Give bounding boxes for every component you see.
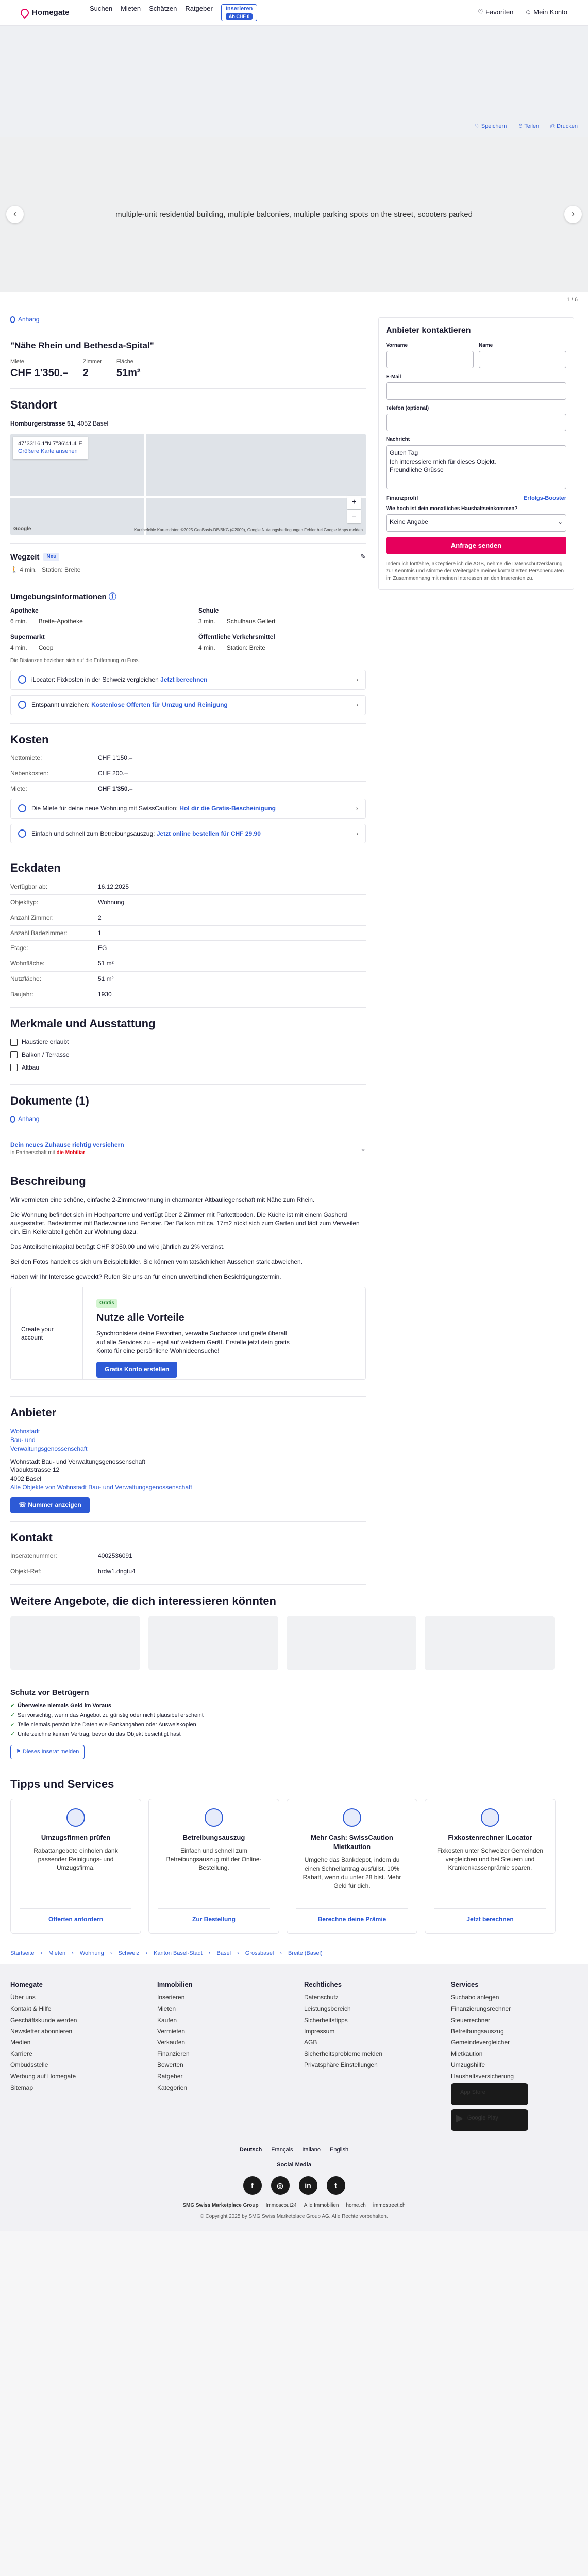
favoriten-link[interactable]: ♡ Favoriten	[477, 8, 514, 16]
offer-card[interactable]	[287, 1616, 416, 1670]
chevron-down-icon[interactable]: ⌄	[360, 1144, 366, 1153]
box-icon	[66, 1808, 85, 1827]
show-number-button[interactable]: ☏ Nummer anzeigen	[10, 1497, 90, 1513]
eckdaten-key: Anzahl Badezimmer:	[10, 929, 68, 937]
teilen-button[interactable]: ⇪ Teilen	[518, 123, 540, 129]
beschreibung-section: Beschreibung Wir vermieten eine schöne, einfache 2-Zimmerwohnung in charmanter Altbauliegenschaft mit Nähe zum Rhein. Die Wohnung befindet sich im Hochparterre und verfügt über 2 Zimmer mit Parkettboden. Die Küche ist mit einem Gasherd ausgestattet. Badezimmer mit Badewanne und Fenster. Der Balkon mit ca. 17m2 rückt sich zum Garten und lädt zum Verweilen ein. Ein Kellerabteil gehört zur Wohnung dazu. Das Anteilscheinkapital beträgt CHF 3'050.00 und wird jährlich zu 2% verzinst. Bei den Fotos handelt es sich um Beispielbilder. Sie können vom tatsächlichen Aussehen stark abweichen. Haben wir Ihr Interesse geweckt? Rufen Sie uns an für einen unverbindlichen Besichtigungstermin. Create your account Gratis Nutze alle Vorteile Synchronisiere deine Favoriten, verwalte Suchabos und greife überall auf alle Services zu – egal auf welchem Gerät. Erstelle jetzt dein gratis Konto für eine persönliche Wohnideensuche! Gratis Konto erstellen	[10, 1165, 366, 1397]
paperclip-icon	[10, 1116, 15, 1123]
kosten-section: Kosten Nettomiete: CHF 1'150.– Nebenkosten: CHF 200.– Miete: CHF 1'350.– Die Miete für deine neue Wohnung mit SwissCaution: Hol dir die Gratis-Bescheinigung › Einfach und schnell zum Betreibungsauszug: Jetzt online bestellen für CHF 29.90 ›	[10, 724, 366, 853]
nav-suchen[interactable]: Suchen	[90, 4, 113, 12]
eckdaten-value: 51 m²	[98, 975, 114, 982]
eckdaten-key: Baujahr:	[10, 990, 33, 998]
twitter-icon[interactable]: t	[327, 2176, 345, 2195]
footer-link[interactable]: Medien	[10, 2039, 31, 2046]
email-input[interactable]	[386, 382, 566, 400]
tip-link[interactable]: Offerten anfordern	[20, 1908, 131, 1924]
footer-col: Services Suchabo anlegen Finanzierungsrechner Steuerrechner Betreibungsauszug Gemeindevergleicher Mietkaution Umzugshilfe Haushaltsversicherung App Store ▶ Google Play	[451, 1980, 577, 2135]
footer: Homegate Über uns Kontakt & Hilfe Geschäftskunde werden Newsletter abonnieren Medien Karriere Ombudsstelle Werbung auf Homegate Sitemap Immobilien Inserieren Mieten Kaufen Vermieten Verkaufen Finanzieren Bewerten Ratgeber Kategorien Rechtliches Datenschutz Leistungsbereich Sicherheitstipps Impressum AGB Sicherheitsprobleme melden Privatsphäre Einstellungen Services Suchabo anlegen Finanzierungsrechner Steuerrechner Betreibungsauszug Gemeindevergleicher Mietkaution Umzugshilfe Haushaltsversicherung App Store ▶ Google Play Deutsch Français Italiano English Social Media f ◎ in t SMG Swiss Marketplace Group Immoscout24 Alle Immobilien home.ch immostreet.ch © Copyright 2025 by SMG Swiss Marketplace Group AG. Alle Rechte vorbehalten.	[0, 1964, 588, 2231]
paperclip-icon	[10, 316, 15, 323]
eckdaten-heading: Eckdaten	[10, 861, 61, 875]
calculator-icon	[481, 1808, 499, 1827]
tip-card: Betreibungsauszug Einfach und schnell zum Betreibungsauszug mit der Online-Bestellung. Zur Bestellung	[148, 1799, 279, 1934]
beschreibung-heading: Beschreibung	[10, 1175, 86, 1188]
key-icon	[343, 1808, 361, 1827]
homegate-logo[interactable]: Homegate	[21, 7, 85, 18]
mobiliar-logo: die Mobiliar	[56, 1150, 86, 1156]
footer-link[interactable]: Haushaltsversicherung	[451, 2072, 514, 2080]
drucken-button[interactable]: ⎙ Drucken	[550, 123, 578, 129]
fact-flaeche: Fläche 51m²	[116, 358, 141, 379]
footer-link[interactable]: Impressum	[304, 2027, 335, 2035]
eckdaten-value: 51 m²	[98, 960, 114, 968]
map-attribution: Kurzbefehle Kartendaten ©2025 GeoBasis-DE/BKG (©2009), Google Nutzungsbedingungen Fehler bei Google Maps melden	[133, 527, 363, 532]
eckdaten-value: 2	[98, 913, 102, 921]
promo-umzug[interactable]: Entspannt umziehen: Kostenlose Offerten für Umzug und Reinigung ›	[10, 695, 366, 715]
tip-card: Mehr Cash: SwissCaution Mietkaution Umgehe das Bankdepot, indem du einen Schnellantrag ausfüllst. 10% Rabatt, wenn du unter 28 bist. Mehr Geld für dich. Berechne deine Prämie	[287, 1799, 417, 1934]
footer-col: Rechtliches Datenschutz Leistungsbereich Sicherheitstipps Impressum AGB Sicherheitsprobleme melden Privatsphäre Einstellungen	[304, 1980, 430, 2135]
wegzeit-section: Wegzeit Neu ✎ 🚶 4 min. Station: Breite	[10, 544, 366, 583]
zoom-out-icon[interactable]: −	[347, 510, 361, 523]
umgebung-heading: Umgebungsinformationen ⓘ	[10, 592, 116, 601]
truck-icon	[18, 701, 26, 709]
balcony-icon	[10, 1051, 18, 1058]
footer-link[interactable]: Inserieren	[157, 1994, 185, 2002]
footer-link[interactable]: Suchabo anlegen	[451, 1994, 499, 2002]
chevron-right-icon: ›	[356, 675, 358, 683]
promo-ilocator[interactable]: iLocator: Fixkosten in der Schweiz vergleichen Jetzt berechnen ›	[10, 670, 366, 690]
contact-heading: Anbieter kontaktieren	[386, 326, 471, 335]
eckdaten-key: Anzahl Zimmer:	[10, 913, 54, 921]
inserieren-button[interactable]: Inserieren Ab CHF 0	[221, 4, 258, 22]
standort-heading: Standort	[10, 398, 57, 412]
einkommen-select[interactable]: Keine Angabe ⌄	[386, 514, 566, 532]
all-objects-link[interactable]: Alle Objekte von Wohnstadt Bau- und Verwaltungsgenossenschaft	[10, 1484, 192, 1492]
fact-miete: Miete CHF 1'350.–	[10, 358, 69, 379]
footer-link[interactable]: Mieten	[157, 2005, 176, 2012]
poi-oev: Öffentliche Verkehrsmittel 4 min. Station: Breite	[198, 633, 275, 652]
report-listing-button[interactable]: ⚑ Dieses Inserat melden	[10, 1745, 85, 1759]
nav-schaetzen[interactable]: Schätzen	[149, 4, 177, 12]
poi-supermarkt: Supermarkt 4 min. Coop	[10, 633, 54, 652]
vorname-input[interactable]	[386, 351, 474, 368]
footer-link[interactable]: Ratgeber	[157, 2072, 183, 2080]
footer-link[interactable]: AGB	[304, 2039, 317, 2046]
footer-link[interactable]: Kategorien	[157, 2083, 188, 2091]
edit-icon[interactable]: ✎	[360, 553, 366, 561]
lang-it[interactable]: Italiano	[302, 2146, 321, 2153]
dokumente-section	[10, 1085, 366, 1133]
footer-link[interactable]: Werbung auf Homegate	[10, 2072, 76, 2080]
merkmale-section	[10, 1008, 366, 1085]
footer-link[interactable]: Newsletter abonnieren	[10, 2027, 73, 2035]
weitere-angebote: Weitere Angebote, die dich interessieren könnten	[0, 1585, 588, 1679]
zoom-in-icon[interactable]: +	[347, 496, 361, 509]
umgebung-section: Umgebungsinformationen ⓘ Apotheke 6 min. Breite-Apotheke Schule 3 min. Schulhaus Gellert Supermarkt 4 min. Coop Öffentliche Verkehrsmittel 4 min. Station: Breite Die Distanzen beziehen sich auf die Entfernung zu Fuss. iLocator: Fixkosten in der Schweiz vergleichen Jetzt berechnen › Entspannt umziehen: Kostenlose Offerten für Umzug und Reinigung ›	[10, 583, 366, 724]
footer-link[interactable]: Betreibungsauszug	[451, 2027, 504, 2035]
tips-section: Tipps und Services Umzugsfirmen prüfen Rabattangebote einholen dank passender Reinigungs- und Umzugsfirma. Offerten anfordern Betreibungsauszug Einfach und schnell zum Betreibungsauszug mit der Online-Bestellung. Zur Bestellung Mehr Cash: SwissCaution Mietkaution Umgehe das Bankdepot, indem du einen Schnellantrag ausfüllst. 10% Rabatt, wenn du unter 28 bist. Mehr Geld für dich. Berechne deine Prämie Fixkostenrechner iLocator Fixkosten unter Schweizer Gemeinden vergleichen und bei Steuern und Krankenkassenprämie sparen. Jetzt berechnen	[0, 1768, 588, 1942]
tip-link[interactable]: Berechne deine Prämie	[296, 1908, 408, 1924]
telefon-input[interactable]	[386, 414, 566, 431]
eckdaten-key: Nutzfläche:	[10, 975, 42, 982]
paw-icon	[10, 1039, 18, 1046]
poi-apotheke: Apotheke 6 min. Breite-Apotheke	[10, 606, 83, 625]
image-gallery[interactable]	[0, 137, 588, 292]
calculator-icon	[18, 675, 26, 684]
app-store-badge[interactable]: App Store	[451, 2083, 528, 2105]
insurance-section[interactable]: Dein neues Zuhause richtig versichern In Partnerschaft mit die Mobiliar ⌄	[10, 1132, 366, 1165]
fact-zimmer: Zimmer 2	[82, 358, 102, 379]
listing-summary	[10, 331, 366, 389]
anbieter-link[interactable]: Wohnstadt Bau- und Verwaltungsgenossenschaft	[10, 1428, 88, 1452]
chevron-right-icon: ›	[356, 701, 358, 708]
footer-link[interactable]: Bewerten	[157, 2061, 183, 2069]
footer-col: Homegate Über uns Kontakt & Hilfe Geschäftskunde werden Newsletter abonnieren Medien Karriere Ombudsstelle Werbung auf Homegate Sitemap	[10, 1980, 137, 2135]
kosten-heading: Kosten	[10, 733, 49, 746]
eckdaten-key: Etage:	[10, 944, 28, 952]
footer-link[interactable]: Leistungsbereich	[304, 2005, 351, 2012]
tip-link[interactable]: Jetzt berechnen	[434, 1908, 546, 1924]
gallery-counter: 1 / 6	[0, 292, 588, 308]
footer-link[interactable]: Sicherheitstipps	[304, 2016, 348, 2024]
eckdaten-key: Verfügbar ab:	[10, 883, 48, 891]
attachment-link[interactable]: Anhang	[10, 308, 366, 331]
document-icon	[18, 829, 26, 838]
eckdaten-section	[10, 852, 366, 1007]
standort-section: Standort Homburgerstrasse 51, 4052 Basel 47°33'16.1"N 7°36'41.4"E Größere Karte ansehen + − Google Kurzbefehle Kartendaten ©2025 GeoBasis-DE/BKG (©2009), Google Nutzungsbedingungen Fehler bei Google Maps melden	[10, 389, 366, 544]
contact-form: Anbieter kontaktieren Vorname Name E-Mail Telefon (optional) Nachricht Guten Tag Ich interessiere mich für dieses Objekt. Freundliche Grüsse Finanzprofil Erfolgs-Booster Wie hoch ist dein monatliches Haushaltseinkommen? Keine Angabe ⌄ Anfrage senden Indem ich fortfahre, akzeptiere ich die AGB, nehme die Datenschutzerklärung zur Kenntnis und stimme der Weitergabe meiner kontaktierten Personendaten im Zusammenhang mit meinen Interessen an den Inserenten zu.	[378, 317, 574, 590]
account-benefit-card: Create your account Gratis Nutze alle Vorteile Synchronisiere deine Favoriten, verwalte Suchabos und greife überall auf alle Services zu – egal auf welchem Gerät. Erstelle jetzt dein gratis Konto für eine persönliche Wohnideensuche! Gratis Konto erstellen	[10, 1287, 366, 1380]
offer-card[interactable]	[10, 1616, 140, 1670]
lang-fr[interactable]: Français	[271, 2146, 293, 2153]
footer-link[interactable]: Verkaufen	[157, 2039, 186, 2046]
offer-card[interactable]	[425, 1616, 555, 1670]
nav-ratgeber[interactable]: Ratgeber	[185, 4, 213, 12]
tip-card: Umzugsfirmen prüfen Rabattangebote einholen dank passender Reinigungs- und Umzugsfirma. Offerten anfordern	[10, 1799, 141, 1934]
footer-col: Immobilien Inserieren Mieten Kaufen Vermieten Verkaufen Finanzieren Bewerten Ratgeber Kategorien	[157, 1980, 283, 2135]
copyright: © Copyright 2025 by SMG Swiss Marketplace Group AG. Alle Rechte vorbehalten.	[200, 2214, 388, 2220]
new-badge: Neu	[43, 553, 59, 561]
footer-link[interactable]: Mietkaution	[451, 2050, 483, 2058]
facebook-icon[interactable]: f	[243, 2176, 262, 2195]
schutz-section: Schutz vor Betrügern ✓ Überweise niemals Geld im Voraus ✓ Sei vorsichtig, wenn das Angebot zu günstig oder nicht plausibel erscheint ✓ Teile niemals persönliche Daten wie Bankangaben oder Ausweiskopien ✓ Unterzeichne keinen Vertrag, bevor du das Objekt besichtigt hast ⚑ Dieses Inserat melden	[0, 1679, 588, 1768]
logo-icon	[19, 7, 31, 19]
location-map[interactable]	[10, 434, 366, 535]
eckdaten-value: Wohnung	[98, 898, 125, 906]
anfrage-senden-button[interactable]: Anfrage senden	[386, 537, 566, 554]
footer-link[interactable]: Finanzieren	[157, 2050, 190, 2058]
footer-link[interactable]: Sitemap	[10, 2083, 33, 2091]
speichern-button[interactable]: ♡ Speichern	[474, 123, 507, 129]
kontakt-section: Kontakt Inseratenummer: 4002536091 Objekt-Ref: hrdw1.dngtu4	[10, 1522, 366, 1585]
anbieter-section: Anbieter Wohnstadt Bau- und Verwaltungsgenossenschaft Wohnstadt Bau- und Verwaltungsgenossenschaft Viaduktstrasse 12 4002 Basel Alle Objekte von Wohnstadt Bau- und Verwaltungsgenossenschaft ☏ Nummer anzeigen	[10, 1397, 366, 1521]
document-link[interactable]: Anhang	[10, 1115, 366, 1124]
mein-konto-link[interactable]: ☺ Mein Konto	[525, 8, 567, 16]
erfolgs-booster-link[interactable]: Erfolgs-Booster	[523, 495, 566, 501]
dokumente-heading: Dokumente (1)	[10, 1094, 89, 1107]
lang-de[interactable]: Deutsch	[239, 2146, 262, 2153]
gratis-badge: Gratis	[96, 1299, 117, 1308]
legal-text: Indem ich fortfahre, akzeptiere ich die AGB, nehme die Datenschutzerklärung zur Kenntnis und stimme der Weitergabe meiner kontaktierten Personendaten im Zusammenhang mit meinen Interessen an den Inserenten zu.	[386, 561, 564, 582]
footer-link[interactable]: Finanzierungsrechner	[451, 2005, 511, 2012]
footer-link[interactable]: Ombudsstelle	[10, 2061, 48, 2069]
footer-link[interactable]: Vermieten	[157, 2027, 186, 2035]
wegzeit-heading: Wegzeit	[10, 552, 40, 562]
feature-balkon: Balkon / Terrasse	[10, 1050, 366, 1059]
larger-map-link[interactable]: Größere Karte ansehen	[18, 448, 78, 455]
poi-schule: Schule 3 min. Schulhaus Gellert	[198, 606, 276, 625]
footer-link[interactable]: Über uns	[10, 1994, 36, 2002]
footer-link[interactable]: Karriere	[10, 2050, 32, 2058]
tip-card: Fixkostenrechner iLocator Fixkosten unter Schweizer Gemeinden vergleichen und bei Steuern und Krankenkassenprämie sparen. Jetzt berechnen	[425, 1799, 556, 1934]
google-logo: Google	[13, 526, 31, 532]
listing-title: "Nähe Rhein und Bethesda-Spital"	[10, 341, 154, 351]
footer-link[interactable]: Datenschutz	[304, 1994, 339, 2002]
eckdaten-key: Wohnfläche:	[10, 960, 45, 968]
feature-altbau: Altbau	[10, 1063, 366, 1072]
chevron-down-icon: ⌄	[557, 518, 563, 526]
footer-link[interactable]: Umzugshilfe	[451, 2061, 485, 2069]
promo-swisscaution[interactable]: Die Miete für deine neue Wohnung mit SwissCaution: Hol dir die Gratis-Bescheinigung ›	[10, 799, 366, 819]
eckdaten-value: 1930	[98, 990, 112, 998]
offer-card[interactable]	[148, 1616, 278, 1670]
key-icon	[18, 804, 26, 812]
footer-link[interactable]: Geschäftskunde werden	[10, 2016, 77, 2024]
eckdaten-value: 1	[98, 929, 102, 937]
create-account-button[interactable]: Gratis Konto erstellen	[96, 1362, 177, 1378]
instagram-icon[interactable]: ◎	[271, 2176, 290, 2195]
eckdaten-value: EG	[98, 944, 107, 952]
google-play-badge[interactable]: ▶ Google Play	[451, 2109, 528, 2131]
gallery-top	[0, 26, 588, 137]
linkedin-icon[interactable]: in	[299, 2176, 317, 2195]
gallery-next-icon[interactable]: ›	[564, 206, 582, 223]
eckdaten-value: 16.12.2025	[98, 883, 129, 891]
tip-link[interactable]: Zur Bestellung	[158, 1908, 270, 1924]
eckdaten-key: Objekttyp:	[10, 898, 39, 906]
name-input[interactable]	[479, 351, 566, 368]
promo-betreibung[interactable]: Einfach und schnell zum Betreibungsauszug: Jetzt online bestellen für CHF 29.90 ›	[10, 824, 366, 844]
footer-link[interactable]: Steuerrechner	[451, 2016, 491, 2024]
walk-icon: 🚶	[10, 566, 18, 573]
nachricht-textarea[interactable]: Guten Tag Ich interessiere mich für dieses Objekt. Freundliche Grüsse	[386, 445, 566, 489]
footer-link[interactable]: Gemeindevergleicher	[451, 2039, 510, 2046]
anbieter-heading: Anbieter	[10, 1406, 57, 1419]
footer-link[interactable]: Kontakt & Hilfe	[10, 2005, 52, 2012]
breadcrumb: Startseite › Mieten › Wohnung › Schweiz › Kanton Basel-Stadt › Basel › Grossbasel › Breite (Basel)	[0, 1942, 588, 1964]
nav-mieten[interactable]: Mieten	[121, 4, 141, 12]
document-icon	[205, 1808, 223, 1827]
gallery-caption: multiple-unit residential building, multiple balconies, multiple parking spots on the street, scooters parked	[115, 210, 473, 219]
footer-link[interactable]: Kaufen	[157, 2016, 177, 2024]
merkmale-heading: Merkmale und Ausstattung	[10, 1016, 156, 1030]
feature-haustiere: Haustiere erlaubt	[10, 1038, 366, 1046]
gallery-prev-icon[interactable]: ‹	[6, 206, 24, 223]
footer-link[interactable]: Privatsphäre Einstellungen	[304, 2061, 378, 2069]
building-icon	[10, 1064, 18, 1071]
info-icon[interactable]: ⓘ	[108, 592, 116, 601]
footer-link[interactable]: Sicherheitsprobleme melden	[304, 2050, 383, 2058]
lang-en[interactable]: English	[330, 2146, 349, 2153]
kontakt-heading: Kontakt	[10, 1531, 53, 1544]
top-header	[0, 0, 588, 26]
main-nav	[90, 4, 257, 22]
map-info-box: 47°33'16.1"N 7°36'41.4"E Größere Karte ansehen	[13, 437, 88, 459]
